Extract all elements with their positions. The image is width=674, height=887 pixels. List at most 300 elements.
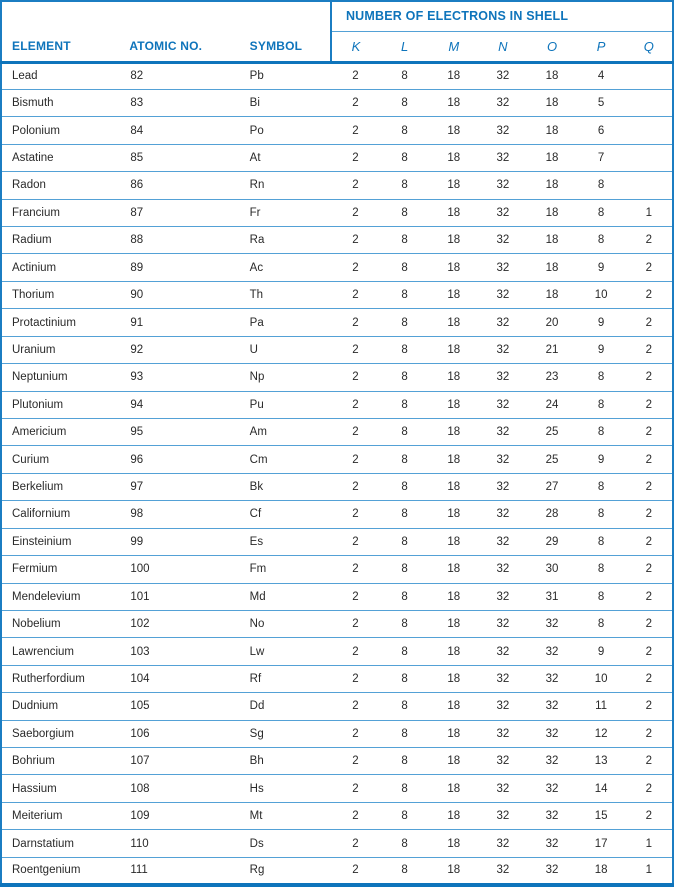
shell-m-cell: 18 xyxy=(447,398,461,411)
symbol-cell: Ac xyxy=(249,261,264,274)
shell-p-cell: 9 xyxy=(597,316,605,329)
table-row xyxy=(1,144,673,171)
element-name-cell: Darnstatium xyxy=(12,837,74,850)
symbol-cell: Pa xyxy=(249,316,264,329)
shell-m-cell: 18 xyxy=(447,782,461,795)
shell-m-cell: 18 xyxy=(447,316,461,329)
table-row xyxy=(1,199,673,226)
table-row xyxy=(1,418,673,445)
shell-l-cell: 8 xyxy=(401,590,408,603)
shell-m-cell: 18 xyxy=(447,343,461,356)
symbol-cell: Rg xyxy=(249,864,265,877)
shell-k-cell: 2 xyxy=(352,481,359,494)
shell-o-cell: 18 xyxy=(545,234,559,247)
shell-p-cell: 6 xyxy=(597,124,605,137)
shell-o-cell: 27 xyxy=(545,481,559,494)
shell-k-cell: 2 xyxy=(352,755,359,768)
symbol-cell: Po xyxy=(249,124,264,137)
symbol-cell: Rn xyxy=(249,179,265,192)
atomic-no-cell: 105 xyxy=(130,700,150,713)
atomic-no-cell: 100 xyxy=(130,563,150,576)
shell-k-cell: 2 xyxy=(352,261,359,274)
shell-l-cell: 8 xyxy=(401,508,408,521)
shell-l-cell: 8 xyxy=(401,206,408,219)
element-name-cell: Plutonium xyxy=(12,398,64,411)
shell-n-cell: 32 xyxy=(496,234,510,247)
table-row xyxy=(1,89,673,116)
shell-m-cell: 18 xyxy=(447,700,461,713)
shell-l-cell: 8 xyxy=(401,97,408,110)
shell-o-cell: 32 xyxy=(545,672,559,685)
symbol-cell: Ds xyxy=(249,837,264,850)
shell-m-cell: 18 xyxy=(447,563,461,576)
shell-n-cell: 32 xyxy=(496,782,510,795)
shell-q-cell: 1 xyxy=(645,864,653,877)
shell-q-cell xyxy=(626,117,673,144)
shell-k-cell: 2 xyxy=(352,508,359,521)
table-row xyxy=(1,528,673,555)
shell-o-cell: 24 xyxy=(545,398,559,411)
table-row xyxy=(1,391,673,418)
symbol-cell: Bi xyxy=(249,97,260,110)
shell-o-cell: 18 xyxy=(545,124,559,137)
shell-p-cell: 8 xyxy=(597,535,605,548)
shell-l-cell: 8 xyxy=(401,700,408,713)
shell-p-cell: 4 xyxy=(597,70,605,83)
element-name-cell: Curium xyxy=(12,453,50,466)
shell-n-cell: 32 xyxy=(496,343,510,356)
shell-m-cell: 18 xyxy=(447,124,461,137)
symbol-cell: Np xyxy=(249,371,265,384)
shell-l-cell: 8 xyxy=(401,343,408,356)
shell-n-cell: 32 xyxy=(496,508,510,521)
shell-m-cell: 18 xyxy=(447,590,461,603)
shell-n-cell: 32 xyxy=(496,70,510,83)
shell-q-cell: 2 xyxy=(645,755,653,768)
shell-k-cell: 2 xyxy=(352,234,359,247)
table-row xyxy=(1,556,673,583)
symbol-cell: Dd xyxy=(249,700,265,713)
shell-k-cell: 2 xyxy=(352,590,359,603)
shell-k-cell: 2 xyxy=(352,343,359,356)
shell-n-cell: 32 xyxy=(496,810,510,823)
table-row xyxy=(1,309,673,336)
shell-p-cell: 15 xyxy=(594,810,608,823)
shell-l-cell: 8 xyxy=(401,563,408,576)
atomic-no-cell: 93 xyxy=(130,371,144,384)
shell-k-cell: 2 xyxy=(352,398,359,411)
group-header-row xyxy=(1,1,673,31)
element-name-cell: Bohrium xyxy=(12,755,55,768)
shell-n-cell: 32 xyxy=(496,700,510,713)
shell-p-cell: 8 xyxy=(597,508,605,521)
shell-n-cell: 32 xyxy=(496,206,510,219)
shell-q-cell: 2 xyxy=(645,810,653,823)
atomic-no-cell: 86 xyxy=(130,179,144,192)
shell-k-cell: 2 xyxy=(352,124,359,137)
column-header-shell-q: Q xyxy=(643,38,654,54)
atomic-no-cell: 82 xyxy=(130,70,144,83)
shell-m-cell: 18 xyxy=(447,151,461,164)
shell-o-cell: 30 xyxy=(545,563,559,576)
element-name-cell: Astatine xyxy=(12,151,54,164)
shell-k-cell: 2 xyxy=(352,97,359,110)
symbol-cell: Ra xyxy=(249,234,265,247)
element-name-cell: Polonium xyxy=(12,124,60,137)
element-name-cell: Mendelevium xyxy=(12,590,81,603)
shell-o-cell: 25 xyxy=(545,426,559,439)
element-name-cell: Bismuth xyxy=(12,97,54,110)
symbol-cell: Bk xyxy=(249,481,264,494)
shell-p-cell: 8 xyxy=(597,481,605,494)
shell-n-cell: 32 xyxy=(496,672,510,685)
shell-m-cell: 18 xyxy=(447,837,461,850)
atomic-no-cell: 98 xyxy=(130,508,144,521)
shell-o-cell: 23 xyxy=(545,371,559,384)
shell-m-cell: 18 xyxy=(447,672,461,685)
column-header-row xyxy=(1,31,673,62)
shell-q-cell: 2 xyxy=(645,535,653,548)
shell-l-cell: 8 xyxy=(401,70,408,83)
shell-m-cell: 18 xyxy=(447,206,461,219)
table-row xyxy=(1,227,673,254)
shell-l-cell: 8 xyxy=(401,618,408,631)
shell-l-cell: 8 xyxy=(401,810,408,823)
shell-n-cell: 32 xyxy=(496,590,510,603)
element-name-cell: Fermium xyxy=(12,563,58,576)
shell-l-cell: 8 xyxy=(401,755,408,768)
shell-q-cell: 2 xyxy=(645,371,653,384)
atomic-no-cell: 102 xyxy=(130,618,150,631)
shell-q-cell: 2 xyxy=(645,645,653,658)
element-name-cell: Protactinium xyxy=(12,316,76,329)
element-name-cell: Dudnium xyxy=(12,700,59,713)
shell-l-cell: 8 xyxy=(401,124,408,137)
table-row xyxy=(1,583,673,610)
shell-k-cell: 2 xyxy=(352,70,359,83)
symbol-cell: Cm xyxy=(249,453,268,466)
atomic-no-cell: 87 xyxy=(130,206,144,219)
shell-m-cell: 18 xyxy=(447,234,461,247)
shell-q-cell: 2 xyxy=(645,343,653,356)
shell-l-cell: 8 xyxy=(401,782,408,795)
table-row xyxy=(1,336,673,363)
shell-q-cell: 2 xyxy=(645,590,653,603)
shell-l-cell: 8 xyxy=(401,179,408,192)
symbol-cell: Fm xyxy=(249,563,267,576)
shell-o-cell: 18 xyxy=(545,179,559,192)
column-header-shell-p: P xyxy=(596,38,606,54)
table-body xyxy=(1,62,673,885)
table-row xyxy=(1,117,673,144)
table-row xyxy=(1,446,673,473)
symbol-cell: Mt xyxy=(249,810,263,823)
atomic-no-cell: 106 xyxy=(130,727,150,740)
shell-n-cell: 32 xyxy=(496,289,510,302)
shell-p-cell: 12 xyxy=(594,727,608,740)
element-name-cell: Berkelium xyxy=(12,481,64,494)
column-header-atomic-no: ATOMIC NO. xyxy=(129,38,203,53)
shell-k-cell: 2 xyxy=(352,371,359,384)
atomic-no-cell: 83 xyxy=(130,97,144,110)
atomic-no-cell: 111 xyxy=(130,864,148,877)
table-row xyxy=(1,172,673,199)
table-row xyxy=(1,364,673,391)
table-row xyxy=(1,281,673,308)
atomic-no-cell: 89 xyxy=(130,261,144,274)
shell-k-cell: 2 xyxy=(352,289,359,302)
shell-p-cell: 10 xyxy=(594,289,608,302)
column-header-shell-m: M xyxy=(448,38,460,54)
shell-m-cell: 18 xyxy=(447,481,461,494)
table-row xyxy=(1,857,673,885)
shell-q-cell: 2 xyxy=(645,316,653,329)
element-name-cell: Neptunium xyxy=(12,371,68,384)
element-name-cell: Radon xyxy=(12,179,46,192)
atomic-no-cell: 110 xyxy=(130,837,149,850)
table-header xyxy=(1,1,673,62)
shell-o-cell: 32 xyxy=(545,837,559,850)
shell-n-cell: 32 xyxy=(496,755,510,768)
table-row xyxy=(1,62,673,89)
shell-m-cell: 18 xyxy=(447,535,461,548)
group-header-electrons-in-shell: NUMBER OF ELECTRONS IN SHELL xyxy=(331,1,673,31)
table-row xyxy=(1,473,673,500)
shell-o-cell: 25 xyxy=(545,453,559,466)
shell-q-cell xyxy=(626,89,673,116)
atomic-no-cell: 103 xyxy=(130,645,150,658)
shell-q-cell: 1 xyxy=(645,206,653,219)
shell-n-cell: 32 xyxy=(496,151,510,164)
shell-m-cell: 18 xyxy=(447,618,461,631)
shell-q-cell: 1 xyxy=(645,837,653,850)
atomic-no-cell: 94 xyxy=(130,398,144,411)
shell-p-cell: 8 xyxy=(597,234,605,247)
shell-p-cell: 8 xyxy=(597,371,605,384)
shell-k-cell: 2 xyxy=(352,672,359,685)
shell-q-cell xyxy=(626,144,673,171)
shell-m-cell: 18 xyxy=(447,426,461,439)
shell-l-cell: 8 xyxy=(401,837,408,850)
shell-m-cell: 18 xyxy=(447,97,461,110)
shell-n-cell: 32 xyxy=(496,563,510,576)
shell-o-cell: 18 xyxy=(545,70,559,83)
shell-k-cell: 2 xyxy=(352,206,359,219)
shell-k-cell: 2 xyxy=(352,645,359,658)
shell-o-cell: 18 xyxy=(545,261,559,274)
shell-o-cell: 31 xyxy=(545,590,559,603)
column-header-element: ELEMENT xyxy=(12,38,71,53)
shell-q-cell: 2 xyxy=(645,508,653,521)
symbol-cell: Pb xyxy=(249,70,264,83)
symbol-cell: Am xyxy=(249,426,267,439)
atomic-no-cell: 84 xyxy=(130,124,144,137)
atomic-no-cell: 107 xyxy=(130,755,150,768)
shell-o-cell: 32 xyxy=(545,700,559,713)
shell-o-cell: 21 xyxy=(545,343,559,356)
atomic-no-cell: 96 xyxy=(130,453,144,466)
element-name-cell: Roentgenium xyxy=(12,864,81,877)
shell-o-cell: 32 xyxy=(545,645,559,658)
shell-o-cell: 28 xyxy=(545,508,559,521)
shell-m-cell: 18 xyxy=(447,727,461,740)
atomic-no-cell: 109 xyxy=(130,810,150,823)
table-row xyxy=(1,665,673,692)
shell-p-cell: 8 xyxy=(597,426,605,439)
shell-n-cell: 32 xyxy=(496,864,510,877)
shell-o-cell: 32 xyxy=(545,864,559,877)
table-row xyxy=(1,610,673,637)
shell-o-cell: 18 xyxy=(545,206,559,219)
shell-p-cell: 9 xyxy=(597,343,605,356)
atomic-no-cell: 88 xyxy=(130,234,144,247)
symbol-cell: Bh xyxy=(249,755,264,768)
shell-p-cell: 9 xyxy=(597,453,605,466)
shell-q-cell xyxy=(626,62,673,89)
shell-q-cell: 2 xyxy=(645,453,653,466)
shell-p-cell: 8 xyxy=(597,590,605,603)
shell-n-cell: 32 xyxy=(496,179,510,192)
shell-p-cell: 5 xyxy=(597,97,605,110)
shell-l-cell: 8 xyxy=(401,535,408,548)
element-name-cell: Thorium xyxy=(12,289,55,302)
shell-p-cell: 8 xyxy=(597,179,605,192)
shell-k-cell: 2 xyxy=(352,782,359,795)
symbol-cell: Hs xyxy=(249,782,264,795)
shell-l-cell: 8 xyxy=(401,672,408,685)
shell-q-cell: 2 xyxy=(645,700,653,713)
shell-n-cell: 32 xyxy=(496,426,510,439)
atomic-no-cell: 95 xyxy=(130,426,144,439)
shell-p-cell: 8 xyxy=(597,206,605,219)
shell-q-cell: 2 xyxy=(645,261,653,274)
atomic-no-cell: 90 xyxy=(130,289,144,302)
shell-o-cell: 18 xyxy=(545,151,559,164)
element-name-cell: Radium xyxy=(12,234,52,247)
column-header-shell-l: L xyxy=(401,38,409,54)
atomic-no-cell: 99 xyxy=(130,535,144,548)
shell-o-cell: 32 xyxy=(545,782,559,795)
shell-l-cell: 8 xyxy=(401,398,408,411)
symbol-cell: No xyxy=(249,618,265,631)
shell-p-cell: 17 xyxy=(594,837,608,850)
table-row xyxy=(1,830,673,857)
shell-l-cell: 8 xyxy=(401,426,408,439)
shell-q-cell: 2 xyxy=(645,398,653,411)
shell-n-cell: 32 xyxy=(496,371,510,384)
shell-k-cell: 2 xyxy=(352,563,359,576)
atomic-no-cell: 104 xyxy=(130,672,150,685)
atomic-no-cell: 97 xyxy=(130,481,144,494)
element-name-cell: Rutherfordium xyxy=(12,672,85,685)
shell-o-cell: 32 xyxy=(545,618,559,631)
atomic-no-cell: 101 xyxy=(130,590,150,603)
shell-n-cell: 32 xyxy=(496,97,510,110)
shell-l-cell: 8 xyxy=(401,316,408,329)
shell-n-cell: 32 xyxy=(496,837,510,850)
shell-p-cell: 10 xyxy=(594,672,608,685)
shell-k-cell: 2 xyxy=(352,727,359,740)
table-row xyxy=(1,638,673,665)
shell-l-cell: 8 xyxy=(401,453,408,466)
element-name-cell: Californium xyxy=(12,508,71,521)
table-row xyxy=(1,775,673,802)
shell-l-cell: 8 xyxy=(401,645,408,658)
shell-o-cell: 32 xyxy=(545,810,559,823)
shell-p-cell: 11 xyxy=(595,700,608,713)
symbol-cell: Sg xyxy=(249,727,264,740)
shell-o-cell: 32 xyxy=(545,755,559,768)
table-row xyxy=(1,720,673,747)
shell-o-cell: 18 xyxy=(545,289,559,302)
symbol-cell: Es xyxy=(249,535,264,548)
element-name-cell: Einsteinium xyxy=(12,535,72,548)
shell-k-cell: 2 xyxy=(352,700,359,713)
shell-k-cell: 2 xyxy=(352,426,359,439)
shell-n-cell: 32 xyxy=(496,618,510,631)
element-name-cell: Francium xyxy=(12,206,60,219)
shell-o-cell: 20 xyxy=(545,316,559,329)
shell-m-cell: 18 xyxy=(447,289,461,302)
shell-q-cell: 2 xyxy=(645,289,653,302)
shell-m-cell: 18 xyxy=(447,371,461,384)
shell-l-cell: 8 xyxy=(401,289,408,302)
shell-n-cell: 32 xyxy=(496,453,510,466)
shell-k-cell: 2 xyxy=(352,316,359,329)
shell-q-cell: 2 xyxy=(645,563,653,576)
shell-m-cell: 18 xyxy=(447,453,461,466)
shell-l-cell: 8 xyxy=(401,371,408,384)
shell-n-cell: 32 xyxy=(496,398,510,411)
shell-l-cell: 8 xyxy=(401,234,408,247)
shell-l-cell: 8 xyxy=(401,864,408,877)
table-row xyxy=(1,748,673,775)
atomic-no-cell: 85 xyxy=(130,151,144,164)
element-name-cell: Lead xyxy=(12,70,38,83)
element-name-cell: Hassium xyxy=(12,782,57,795)
shell-l-cell: 8 xyxy=(401,261,408,274)
header-spacer xyxy=(1,1,331,31)
shell-q-cell: 2 xyxy=(645,727,653,740)
column-header-symbol: SYMBOL xyxy=(249,38,303,53)
shell-q-cell: 2 xyxy=(645,672,653,685)
symbol-cell: Fr xyxy=(249,206,261,219)
symbol-cell: Md xyxy=(249,590,266,603)
shell-l-cell: 8 xyxy=(401,727,408,740)
shell-k-cell: 2 xyxy=(352,535,359,548)
atomic-no-cell: 92 xyxy=(130,343,144,356)
element-name-cell: Saeborgium xyxy=(12,727,75,740)
shell-n-cell: 32 xyxy=(496,481,510,494)
shell-n-cell: 32 xyxy=(496,124,510,137)
shell-p-cell: 9 xyxy=(597,261,605,274)
shell-p-cell: 8 xyxy=(597,398,605,411)
shell-m-cell: 18 xyxy=(447,645,461,658)
table-row xyxy=(1,501,673,528)
shell-q-cell: 2 xyxy=(645,426,653,439)
shell-o-cell: 29 xyxy=(545,535,559,548)
shell-m-cell: 18 xyxy=(447,70,461,83)
symbol-cell: Th xyxy=(249,289,264,302)
shell-k-cell: 2 xyxy=(352,810,359,823)
shell-p-cell: 8 xyxy=(597,618,605,631)
shell-o-cell: 18 xyxy=(545,97,559,110)
column-header-shell-o: O xyxy=(546,38,558,54)
shell-k-cell: 2 xyxy=(352,453,359,466)
table-row xyxy=(1,254,673,281)
shell-n-cell: 32 xyxy=(496,645,510,658)
shell-q-cell: 2 xyxy=(645,234,653,247)
